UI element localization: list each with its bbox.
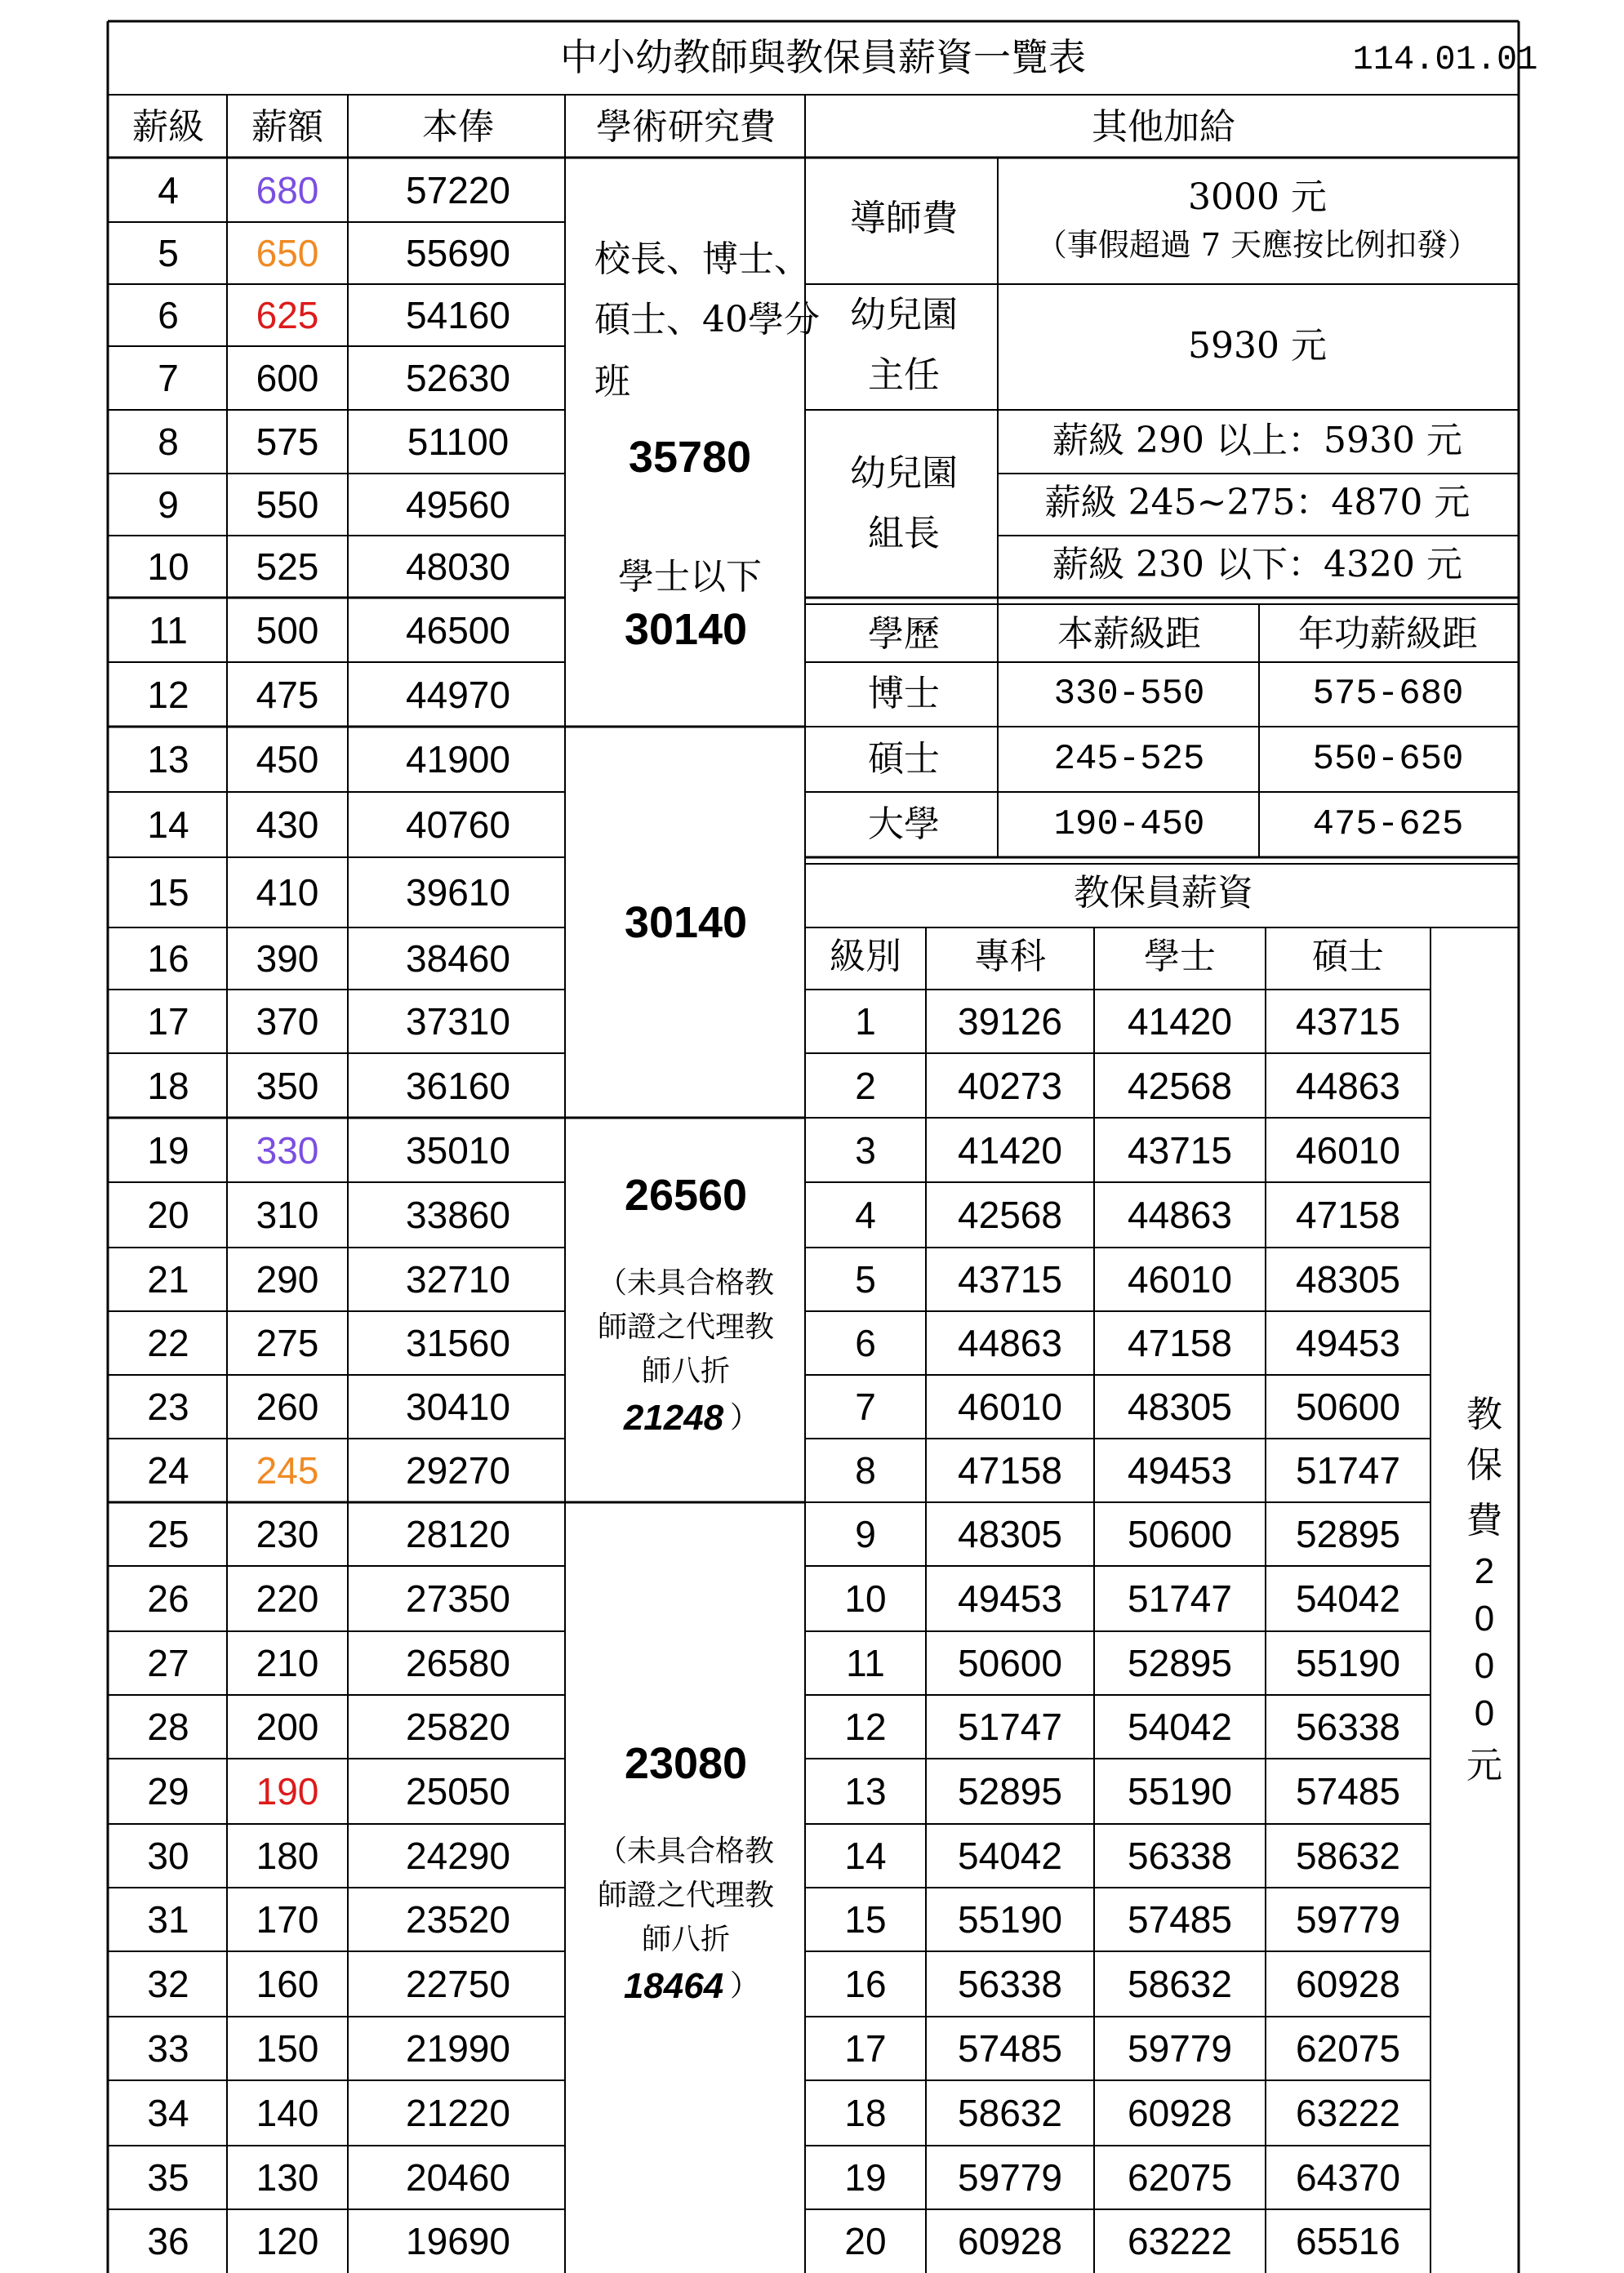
research-b1-label2: 學士以下 bbox=[618, 556, 762, 598]
caregiver-row-master: 48305 bbox=[1296, 1258, 1400, 1301]
caregiver-row-level: 20 bbox=[844, 2220, 887, 2262]
teacher-row-grade: 10 bbox=[147, 545, 189, 588]
teacher-row-base-pay: 39610 bbox=[406, 871, 510, 914]
director-label-line2: 主任 bbox=[868, 354, 940, 396]
edu-header-base-range: 本薪級距 bbox=[1057, 613, 1201, 655]
teacher-row-grade: 19 bbox=[147, 1128, 189, 1172]
caregiver-fee-char-3: 費 bbox=[1466, 1500, 1502, 1541]
edu-row-merit-range: 550-650 bbox=[1312, 739, 1464, 780]
leader-tier-2: 薪級 245~275：4870 元 bbox=[1044, 482, 1470, 523]
caregiver-row-level: 15 bbox=[844, 1898, 887, 1941]
teacher-row-grade: 22 bbox=[147, 1322, 189, 1364]
teacher-row-grade: 12 bbox=[147, 673, 189, 716]
teacher-row-base-pay: 29270 bbox=[406, 1449, 510, 1492]
header-research: 學術研究費 bbox=[596, 106, 776, 148]
teacher-row-points: 650 bbox=[256, 232, 319, 274]
caregiver-row-bachelor: 55190 bbox=[1128, 1770, 1232, 1813]
edu-row-degree: 大學 bbox=[868, 803, 940, 845]
teacher-row-base-pay: 21220 bbox=[406, 2092, 510, 2134]
teacher-row-grade: 34 bbox=[147, 2092, 189, 2134]
research-b4-note-amount: 18464 bbox=[623, 1966, 724, 2006]
teacher-row-points: 150 bbox=[256, 2027, 319, 2070]
caregiver-row-bachelor: 54042 bbox=[1128, 1706, 1232, 1748]
teacher-row-points: 550 bbox=[256, 483, 319, 526]
teacher-row-points: 190 bbox=[256, 1770, 319, 1813]
teacher-row-base-pay: 37310 bbox=[406, 1000, 510, 1043]
caregiver-row-bachelor: 42568 bbox=[1128, 1064, 1232, 1107]
research-b3-note1: （未具合格教 bbox=[597, 1266, 775, 1300]
caregiver-row-junior-college: 55190 bbox=[958, 1898, 1062, 1941]
director-label-line1: 幼兒園 bbox=[850, 294, 958, 336]
teacher-row-base-pay: 55690 bbox=[406, 232, 510, 274]
teacher-row-base-pay: 36160 bbox=[406, 1064, 510, 1107]
teacher-row-base-pay: 30410 bbox=[406, 1386, 510, 1428]
research-b1-line1: 校長、博士、 bbox=[594, 238, 810, 280]
teacher-row-base-pay: 20460 bbox=[406, 2156, 510, 2199]
teacher-row-base-pay: 27350 bbox=[406, 1577, 510, 1620]
caregiver-row-bachelor: 44863 bbox=[1128, 1194, 1232, 1236]
teacher-row-grade: 28 bbox=[147, 1706, 189, 1748]
caregiver-row-master: 58632 bbox=[1296, 1835, 1400, 1877]
teacher-row-points: 220 bbox=[256, 1577, 319, 1620]
caregiver-row-level: 10 bbox=[844, 1577, 887, 1620]
edu-row-degree: 博士 bbox=[868, 673, 940, 714]
caregiver-fee-char-6: 0 bbox=[1474, 1646, 1495, 1686]
teacher-row-base-pay: 28120 bbox=[406, 1513, 510, 1555]
teacher-row-points: 450 bbox=[256, 738, 319, 781]
caregiver-row-bachelor: 50600 bbox=[1128, 1513, 1232, 1555]
caregiver-row-junior-college: 50600 bbox=[958, 1642, 1062, 1684]
teacher-row-base-pay: 32710 bbox=[406, 1258, 510, 1301]
teacher-row-points: 290 bbox=[256, 1258, 319, 1301]
director-amount: 5930 元 bbox=[1188, 325, 1327, 367]
caregiver-row-level: 14 bbox=[844, 1835, 887, 1877]
caregiver-row-junior-college: 49453 bbox=[958, 1577, 1062, 1620]
caregiver-row-level: 18 bbox=[844, 2092, 887, 2134]
caregiver-header-bachelor: 學士 bbox=[1144, 936, 1216, 977]
teacher-row-points: 275 bbox=[256, 1322, 319, 1364]
research-b3-note2: 師證之代理教 bbox=[597, 1310, 775, 1344]
research-b2-amount: 30140 bbox=[624, 898, 748, 947]
teacher-row-grade: 6 bbox=[158, 294, 179, 336]
caregiver-header-master: 碩士 bbox=[1312, 936, 1384, 977]
teacher-row-base-pay: 40760 bbox=[406, 803, 510, 846]
research-b1-amount2: 30140 bbox=[624, 605, 748, 654]
caregiver-fee-char-4: 2 bbox=[1474, 1551, 1495, 1591]
teacher-row-grade: 11 bbox=[149, 608, 188, 652]
caregiver-row-bachelor: 58632 bbox=[1128, 1963, 1232, 2005]
edu-row-base-range: 245-525 bbox=[1053, 739, 1205, 780]
teacher-row-grade: 13 bbox=[147, 738, 189, 781]
teacher-row-points: 410 bbox=[256, 871, 319, 914]
caregiver-row-bachelor: 48305 bbox=[1128, 1386, 1232, 1428]
header-base-pay: 本俸 bbox=[422, 106, 494, 148]
teacher-row-base-pay: 54160 bbox=[406, 294, 510, 336]
research-b4-note-close: ） bbox=[729, 1969, 760, 2003]
caregiver-row-master: 52895 bbox=[1296, 1513, 1400, 1555]
caregiver-row-master: 55190 bbox=[1296, 1642, 1400, 1684]
teacher-row-points: 310 bbox=[256, 1194, 319, 1236]
teacher-row-points: 390 bbox=[256, 937, 319, 980]
mentor-fee-amount: 3000 元 bbox=[1188, 176, 1327, 218]
teacher-row-grade: 26 bbox=[147, 1577, 189, 1620]
caregiver-row-bachelor: 63222 bbox=[1128, 2220, 1232, 2262]
teacher-row-grade: 20 bbox=[147, 1194, 189, 1236]
teacher-row-points: 680 bbox=[256, 168, 319, 211]
caregiver-row-level: 1 bbox=[855, 1000, 876, 1043]
caregiver-row-level: 11 bbox=[846, 1642, 885, 1684]
caregiver-row-junior-college: 42568 bbox=[958, 1194, 1062, 1236]
caregiver-row-bachelor: 49453 bbox=[1128, 1449, 1232, 1492]
teacher-row-grade: 21 bbox=[147, 1258, 189, 1301]
caregiver-row-level: 4 bbox=[855, 1194, 876, 1236]
caregiver-row-level: 8 bbox=[855, 1449, 876, 1492]
teacher-row-points: 330 bbox=[256, 1128, 319, 1172]
mentor-fee-label: 導師費 bbox=[850, 198, 958, 239]
research-b4-amount: 23080 bbox=[624, 1739, 748, 1788]
caregiver-row-bachelor: 41420 bbox=[1128, 1000, 1232, 1043]
caregiver-row-junior-college: 41420 bbox=[958, 1128, 1062, 1172]
teacher-row-grade: 24 bbox=[147, 1449, 189, 1492]
teacher-row-grade: 25 bbox=[147, 1513, 189, 1555]
leader-label-line2: 組長 bbox=[868, 513, 940, 554]
caregiver-row-master: 46010 bbox=[1296, 1128, 1400, 1172]
research-b1-line2: 碩士、40學分 bbox=[594, 299, 820, 340]
teacher-row-grade: 7 bbox=[158, 357, 179, 399]
teacher-row-base-pay: 49560 bbox=[406, 483, 510, 526]
caregiver-row-bachelor: 46010 bbox=[1128, 1258, 1232, 1301]
caregiver-row-junior-college: 43715 bbox=[958, 1258, 1062, 1301]
caregiver-row-junior-college: 60928 bbox=[958, 2220, 1062, 2262]
caregiver-row-junior-college: 58632 bbox=[958, 2092, 1062, 2134]
caregiver-row-junior-college: 47158 bbox=[958, 1449, 1062, 1492]
caregiver-row-bachelor: 56338 bbox=[1128, 1835, 1232, 1877]
edu-row-degree: 碩士 bbox=[868, 738, 940, 780]
caregiver-row-bachelor: 47158 bbox=[1128, 1322, 1232, 1364]
caregiver-row-master: 43715 bbox=[1296, 1000, 1400, 1043]
teacher-row-points: 210 bbox=[256, 1642, 319, 1684]
research-b3-note-amount: 21248 bbox=[623, 1398, 724, 1438]
caregiver-row-junior-college: 54042 bbox=[958, 1835, 1062, 1877]
teacher-row-base-pay: 38460 bbox=[406, 937, 510, 980]
teacher-row-base-pay: 24290 bbox=[406, 1835, 510, 1877]
research-b3-note3: 師八折 bbox=[641, 1354, 731, 1388]
teacher-row-grade: 18 bbox=[147, 1064, 189, 1107]
caregiver-row-junior-college: 48305 bbox=[958, 1513, 1062, 1555]
caregiver-row-level: 9 bbox=[855, 1513, 876, 1555]
caregiver-row-level: 16 bbox=[844, 1963, 887, 2005]
research-b4-note1: （未具合格教 bbox=[597, 1835, 775, 1868]
teacher-row-points: 170 bbox=[256, 1898, 319, 1941]
teacher-row-base-pay: 25820 bbox=[406, 1706, 510, 1748]
edu-header-degree: 學歷 bbox=[868, 613, 940, 655]
caregiver-fee-char-7: 0 bbox=[1474, 1693, 1495, 1733]
header-grade: 薪級 bbox=[132, 106, 204, 148]
teacher-row-base-pay: 25050 bbox=[406, 1770, 510, 1813]
teacher-row-grade: 32 bbox=[147, 1963, 189, 2005]
teacher-row-grade: 33 bbox=[147, 2027, 189, 2070]
caregiver-row-master: 62075 bbox=[1296, 2027, 1400, 2070]
teacher-row-points: 160 bbox=[256, 1963, 319, 2005]
teacher-row-grade: 8 bbox=[158, 420, 179, 463]
edu-row-merit-range: 475-625 bbox=[1312, 804, 1464, 845]
caregiver-row-junior-college: 56338 bbox=[958, 1963, 1062, 2005]
caregiver-row-master: 54042 bbox=[1296, 1577, 1400, 1620]
research-b1-amount: 35780 bbox=[628, 433, 752, 482]
teacher-row-grade: 27 bbox=[147, 1642, 189, 1684]
research-b3-note-close: ） bbox=[729, 1401, 760, 1435]
teacher-row-points: 350 bbox=[256, 1064, 319, 1107]
teacher-row-points: 245 bbox=[256, 1449, 319, 1492]
teacher-row-grade: 16 bbox=[147, 937, 189, 980]
teacher-row-grade: 17 bbox=[147, 1000, 189, 1043]
teacher-row-base-pay: 57220 bbox=[406, 168, 510, 211]
caregiver-row-junior-college: 39126 bbox=[958, 1000, 1062, 1043]
caregiver-row-bachelor: 57485 bbox=[1128, 1898, 1232, 1941]
teacher-row-points: 625 bbox=[256, 294, 319, 336]
caregiver-header-level: 級別 bbox=[830, 936, 901, 977]
caregiver-row-master: 60928 bbox=[1296, 1963, 1400, 2005]
caregiver-row-level: 12 bbox=[844, 1706, 887, 1748]
teacher-row-grade: 35 bbox=[147, 2156, 189, 2199]
caregiver-row-master: 65516 bbox=[1296, 2220, 1400, 2262]
research-b3-amount: 26560 bbox=[624, 1171, 748, 1220]
edu-header-merit-range: 年功薪級距 bbox=[1298, 613, 1478, 655]
teacher-row-base-pay: 35010 bbox=[406, 1128, 510, 1172]
caregiver-header-junior-college: 專科 bbox=[974, 936, 1046, 977]
caregiver-row-master: 50600 bbox=[1296, 1386, 1400, 1428]
teacher-row-grade: 9 bbox=[158, 483, 179, 526]
teacher-row-points: 600 bbox=[256, 357, 319, 399]
caregiver-row-junior-college: 46010 bbox=[958, 1386, 1062, 1428]
teacher-row-base-pay: 46500 bbox=[406, 608, 510, 652]
caregiver-row-bachelor: 59779 bbox=[1128, 2027, 1232, 2070]
caregiver-row-level: 3 bbox=[855, 1128, 876, 1172]
teacher-row-base-pay: 44970 bbox=[406, 673, 510, 716]
teacher-row-grade: 14 bbox=[147, 803, 189, 846]
teacher-row-grade: 31 bbox=[147, 1898, 189, 1941]
teacher-row-points: 525 bbox=[256, 545, 319, 588]
caregiver-fee-char-1: 教 bbox=[1466, 1394, 1502, 1435]
teacher-row-grade: 30 bbox=[147, 1835, 189, 1877]
teacher-row-base-pay: 21990 bbox=[406, 2027, 510, 2070]
teacher-row-points: 500 bbox=[256, 608, 319, 652]
caregiver-row-level: 19 bbox=[844, 2156, 887, 2199]
leader-label-line1: 幼兒園 bbox=[850, 452, 958, 494]
caregiver-row-master: 63222 bbox=[1296, 2092, 1400, 2134]
caregiver-row-bachelor: 51747 bbox=[1128, 1577, 1232, 1620]
caregiver-row-bachelor: 62075 bbox=[1128, 2156, 1232, 2199]
leader-tier-1: 薪級 290 以上：5930 元 bbox=[1052, 420, 1462, 461]
caregiver-title: 教保員薪資 bbox=[1074, 872, 1253, 914]
caregiver-row-junior-college: 44863 bbox=[958, 1322, 1062, 1364]
mentor-fee-note: （事假超過 7 天應按比例扣發） bbox=[1035, 227, 1479, 263]
leader-tier-3: 薪級 230 以下：4320 元 bbox=[1052, 544, 1462, 585]
teacher-row-base-pay: 19690 bbox=[406, 2220, 510, 2262]
teacher-row-points: 475 bbox=[256, 673, 319, 716]
caregiver-row-level: 7 bbox=[855, 1386, 876, 1428]
teacher-row-points: 200 bbox=[256, 1706, 319, 1748]
caregiver-row-level: 13 bbox=[844, 1770, 887, 1813]
teacher-row-grade: 36 bbox=[147, 2220, 189, 2262]
teacher-row-grade: 15 bbox=[147, 871, 189, 914]
caregiver-row-level: 17 bbox=[844, 2027, 887, 2070]
header-other-allowances: 其他加給 bbox=[1092, 106, 1235, 148]
teacher-row-base-pay: 41900 bbox=[406, 738, 510, 781]
teacher-row-base-pay: 48030 bbox=[406, 545, 510, 588]
caregiver-row-master: 44863 bbox=[1296, 1064, 1400, 1107]
table-date: 114.01.01 bbox=[1352, 40, 1538, 79]
caregiver-row-master: 47158 bbox=[1296, 1194, 1400, 1236]
caregiver-row-bachelor: 43715 bbox=[1128, 1128, 1232, 1172]
caregiver-fee-char-2: 保 bbox=[1466, 1444, 1502, 1486]
teacher-row-base-pay: 51100 bbox=[407, 420, 509, 463]
teacher-row-base-pay: 22750 bbox=[406, 1963, 510, 2005]
caregiver-row-junior-college: 51747 bbox=[958, 1706, 1062, 1748]
edu-row-base-range: 330-550 bbox=[1053, 674, 1205, 714]
caregiver-row-junior-college: 40273 bbox=[958, 1064, 1062, 1107]
teacher-row-grade: 29 bbox=[147, 1770, 189, 1813]
header-points: 薪額 bbox=[251, 106, 323, 148]
teacher-row-grade: 4 bbox=[158, 168, 179, 211]
caregiver-row-master: 49453 bbox=[1296, 1322, 1400, 1364]
edu-row-base-range: 190-450 bbox=[1053, 804, 1205, 845]
caregiver-row-master: 59779 bbox=[1296, 1898, 1400, 1941]
teacher-row-points: 140 bbox=[256, 2092, 319, 2134]
caregiver-row-level: 5 bbox=[855, 1258, 876, 1301]
teacher-row-base-pay: 26580 bbox=[406, 1642, 510, 1684]
teacher-row-points: 430 bbox=[256, 803, 319, 846]
page-title: 中小幼教師與教保員薪資一覽表 bbox=[560, 35, 1086, 79]
teacher-row-points: 180 bbox=[256, 1835, 319, 1877]
edu-row-merit-range: 575-680 bbox=[1312, 674, 1464, 714]
teacher-row-points: 575 bbox=[256, 420, 319, 463]
caregiver-fee-char-5: 0 bbox=[1474, 1599, 1495, 1639]
caregiver-row-junior-college: 59779 bbox=[958, 2156, 1062, 2199]
caregiver-row-bachelor: 52895 bbox=[1128, 1642, 1232, 1684]
teacher-row-base-pay: 23520 bbox=[406, 1898, 510, 1941]
caregiver-row-junior-college: 52895 bbox=[958, 1770, 1062, 1813]
teacher-row-points: 120 bbox=[256, 2220, 319, 2262]
caregiver-row-master: 51747 bbox=[1296, 1449, 1400, 1492]
caregiver-row-master: 56338 bbox=[1296, 1706, 1400, 1748]
teacher-row-grade: 23 bbox=[147, 1386, 189, 1428]
teacher-row-base-pay: 33860 bbox=[406, 1194, 510, 1236]
caregiver-row-bachelor: 60928 bbox=[1128, 2092, 1232, 2134]
research-b1-line3: 班 bbox=[594, 361, 630, 403]
research-b4-note3: 師八折 bbox=[641, 1923, 731, 1956]
teacher-row-points: 260 bbox=[256, 1386, 319, 1428]
caregiver-row-level: 2 bbox=[855, 1064, 876, 1107]
teacher-row-points: 370 bbox=[256, 1000, 319, 1043]
caregiver-row-junior-college: 57485 bbox=[958, 2027, 1062, 2070]
teacher-row-points: 230 bbox=[256, 1513, 319, 1555]
caregiver-fee-char-8: 元 bbox=[1466, 1745, 1502, 1786]
teacher-row-base-pay: 31560 bbox=[406, 1322, 510, 1364]
teacher-row-points: 130 bbox=[256, 2156, 319, 2199]
teacher-row-base-pay: 52630 bbox=[406, 357, 510, 399]
teacher-row-grade: 5 bbox=[158, 232, 179, 274]
caregiver-row-master: 57485 bbox=[1296, 1770, 1400, 1813]
caregiver-row-level: 6 bbox=[855, 1322, 876, 1364]
caregiver-row-master: 64370 bbox=[1296, 2156, 1400, 2199]
research-b4-note2: 師證之代理教 bbox=[597, 1879, 775, 1912]
